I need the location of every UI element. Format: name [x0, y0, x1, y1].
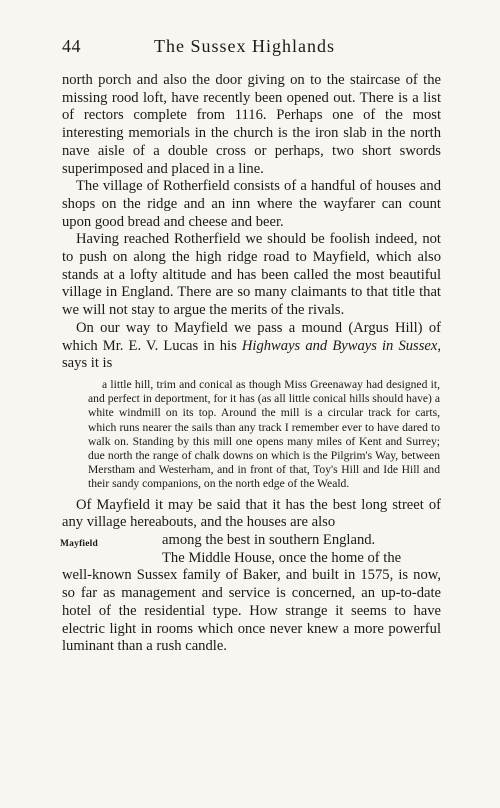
block-quote	[88, 378, 440, 492]
page-number: 44	[62, 36, 81, 56]
mayfield-line3: The Middle House, once the home of the	[162, 549, 402, 566]
paragraph: north porch and also the door giving on to the staircase of the missing rood loft, have recently been opened out. There is a list of rectors complete from 1116. Perhaps one of the most interesting memorials in the church is the iron slab in the north nave aisle of a double cross or perhaps, two short swords superimposed and placed in a line.	[62, 72, 441, 177]
paragraph-lucas	[62, 320, 441, 373]
paragraph: Having reached Rotherfield we should be foolish indeed, not to push on along the high ridge road to Mayfield, which also stands at a lofty altitude and has been called the most beautiful village in England. There are so many claimants to that title that we will not stay to argue the merits of the rivals.	[62, 231, 441, 319]
mayfield-line2: among the best in southern England.	[162, 531, 376, 548]
quote-text: a little hill, trim and conical as though Miss Greenaway had designed it, and perfect in deportment, for it has (as all little conical hills should have) a white windmill on its top. Around the mill is a circular track for carts, which runs nearer the sails than any track I remember ever to have dared to walk on. Standing by this mill one opens many miles of Kent and Surrey; due north the range of chalk downs on which is the Pilgrim's Way, between Merstham and Westerham, and in front of that, Toy's Hill and Ide Hill and their sandy companions, on the north edge of the Weald.	[88, 377, 440, 491]
lucas-intro-after: , says it is	[62, 337, 442, 372]
side-note-row	[62, 532, 441, 567]
margin-note: Mayfield	[60, 538, 99, 549]
paragraph-mayfield-line1: Of Mayfield it may be said that it has the best long street of any village hereabouts, and the houses are also	[62, 496, 441, 531]
page-header	[62, 36, 440, 60]
running-title: The Sussex Highlands	[154, 36, 335, 56]
book-title: Highways and Byways in Sussex	[241, 337, 438, 354]
paragraph-mayfield-rest: well-known Sussex family of Baker, and built in 1575, is now, so far as management and service is concerned, an up-to-date hotel of the residential type. How strange it seems to have electric light in rooms which once never knew a more powerful luminant than a rush candle.	[62, 567, 441, 655]
paragraph: The village of Rotherfield consists of a handful of houses and shops on the ridge and an inn where the wayfarer can count upon good bread and cheese and beer.	[62, 178, 441, 230]
indented-lines	[62, 532, 441, 567]
lucas-intro-before: On our way to Mayfield we pass a mound (Argus Hill) of which Mr. E. V. Lucas in his	[62, 319, 441, 354]
body-text	[62, 72, 441, 656]
